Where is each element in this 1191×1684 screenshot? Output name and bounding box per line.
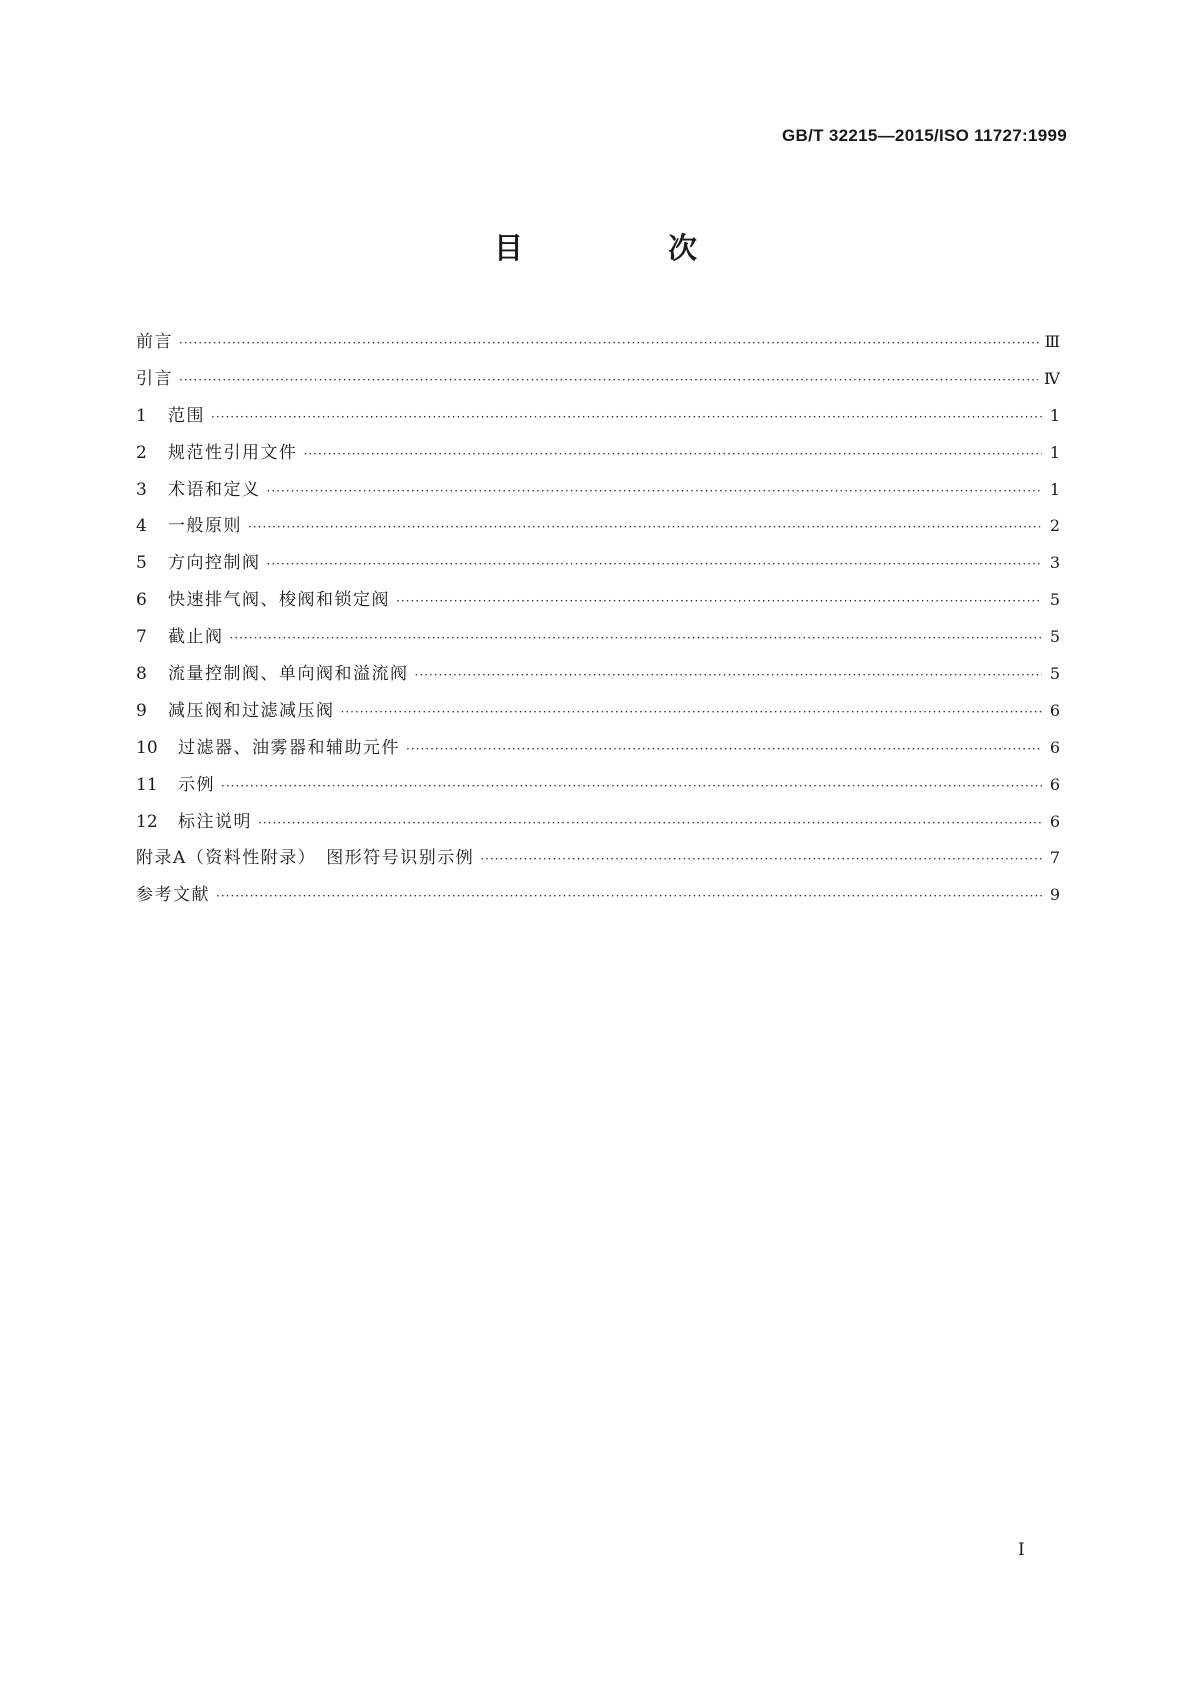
toc-entry-12[interactable] bbox=[136, 804, 1060, 841]
toc-entry-page: 5 bbox=[1049, 664, 1060, 684]
toc-entry-page: Ⅳ bbox=[1044, 368, 1060, 388]
toc-entry-label: 附录A（资料性附录） 图形符号识别示例 bbox=[136, 848, 475, 869]
toc-entry-number: 10 bbox=[136, 737, 158, 758]
toc-entry-8[interactable] bbox=[136, 656, 1060, 693]
dot-leader bbox=[480, 841, 1042, 878]
toc-entry-page: Ⅲ bbox=[1044, 332, 1060, 351]
dot-leader bbox=[230, 620, 1043, 657]
dot-leader bbox=[304, 436, 1043, 473]
toc-entry-number: 4 bbox=[136, 516, 147, 537]
toc-entry-foreword[interactable] bbox=[136, 324, 1060, 361]
toc-entry-7[interactable] bbox=[136, 619, 1060, 656]
toc-entry-label: 过滤器、油雾器和辅助元件 bbox=[178, 737, 400, 758]
toc-entry-label: 截止阀 bbox=[168, 627, 224, 648]
toc-entry-4[interactable] bbox=[136, 508, 1060, 545]
toc-entry-number: 9 bbox=[136, 700, 147, 721]
toc-entry-label: 快速排气阀、梭阀和锁定阀 bbox=[168, 590, 390, 611]
toc-entry-label: 减压阀和过滤减压阀 bbox=[168, 700, 335, 721]
toc-entry-label: 引言 bbox=[136, 368, 173, 389]
toc-entry-number: 12 bbox=[136, 811, 158, 832]
dot-leader bbox=[406, 731, 1042, 768]
toc-entry-page: 6 bbox=[1049, 774, 1060, 794]
toc-entry-label: 参考文献 bbox=[136, 885, 210, 906]
toc-entry-page: 9 bbox=[1049, 885, 1060, 905]
toc-entry-page: 2 bbox=[1049, 516, 1060, 536]
toc-entry-page: 7 bbox=[1049, 848, 1060, 868]
dot-leader bbox=[216, 878, 1042, 915]
toc-entry-label: 前言 bbox=[136, 332, 173, 352]
toc-entry-label: 术语和定义 bbox=[168, 479, 261, 500]
dot-leader bbox=[415, 657, 1043, 694]
toc-entry-10[interactable] bbox=[136, 730, 1060, 767]
toc-entry-number: 6 bbox=[136, 590, 147, 611]
toc-entry-1[interactable] bbox=[136, 398, 1060, 435]
standard-code: GB/T 32215—2015/ISO 11727:1999 bbox=[782, 126, 1067, 145]
toc-entry-page: 6 bbox=[1049, 811, 1060, 831]
toc-entry-label: 方向控制阀 bbox=[168, 553, 261, 574]
dot-leader bbox=[267, 546, 1043, 583]
page-number: I bbox=[1018, 1540, 1025, 1560]
toc-entry-number: 1 bbox=[136, 405, 147, 426]
toc-entry-6[interactable] bbox=[136, 582, 1060, 619]
toc-entry-annex-a[interactable] bbox=[136, 840, 1060, 877]
dot-leader bbox=[258, 805, 1042, 842]
toc-entry-page: 1 bbox=[1049, 442, 1060, 462]
dot-leader bbox=[221, 768, 1042, 805]
toc-entry-page: 6 bbox=[1049, 737, 1060, 757]
dot-leader bbox=[211, 399, 1042, 436]
toc-entry-2[interactable] bbox=[136, 435, 1060, 472]
toc-entry-number: 3 bbox=[136, 479, 147, 500]
toc-entry-number: 7 bbox=[136, 627, 147, 648]
toc-entry-page: 1 bbox=[1049, 405, 1060, 425]
toc-entry-9[interactable] bbox=[136, 693, 1060, 730]
toc-entry-label: 范围 bbox=[168, 405, 205, 426]
toc-entry-introduction[interactable] bbox=[136, 361, 1060, 398]
toc-entry-11[interactable] bbox=[136, 767, 1060, 804]
table-of-contents bbox=[136, 324, 1060, 914]
dot-leader bbox=[179, 325, 1039, 362]
toc-entry-page: 3 bbox=[1049, 553, 1060, 573]
toc-entry-3[interactable] bbox=[136, 472, 1060, 509]
dot-leader bbox=[248, 509, 1042, 546]
toc-entry-label: 示例 bbox=[178, 774, 215, 795]
toc-entry-page: 5 bbox=[1049, 590, 1060, 610]
toc-entry-page: 6 bbox=[1049, 700, 1060, 720]
toc-entry-bibliography[interactable] bbox=[136, 877, 1060, 914]
toc-entry-number: 2 bbox=[136, 442, 147, 463]
dot-leader bbox=[267, 473, 1043, 510]
toc-entry-label: 标注说明 bbox=[178, 811, 252, 832]
page-title: 目 次 bbox=[493, 231, 755, 265]
toc-entry-label: 一般原则 bbox=[168, 516, 242, 537]
toc-entry-page: 1 bbox=[1049, 479, 1060, 499]
toc-entry-number: 5 bbox=[136, 553, 147, 574]
dot-leader bbox=[396, 583, 1042, 620]
toc-entry-number: 8 bbox=[136, 664, 147, 685]
toc-entry-5[interactable] bbox=[136, 545, 1060, 582]
toc-entry-label: 规范性引用文件 bbox=[168, 442, 298, 463]
toc-entry-label: 流量控制阀、单向阀和溢流阀 bbox=[168, 664, 409, 685]
toc-entry-page: 5 bbox=[1049, 627, 1060, 647]
toc-entry-number: 11 bbox=[136, 774, 158, 795]
dot-leader bbox=[341, 694, 1043, 731]
dot-leader bbox=[179, 362, 1038, 399]
